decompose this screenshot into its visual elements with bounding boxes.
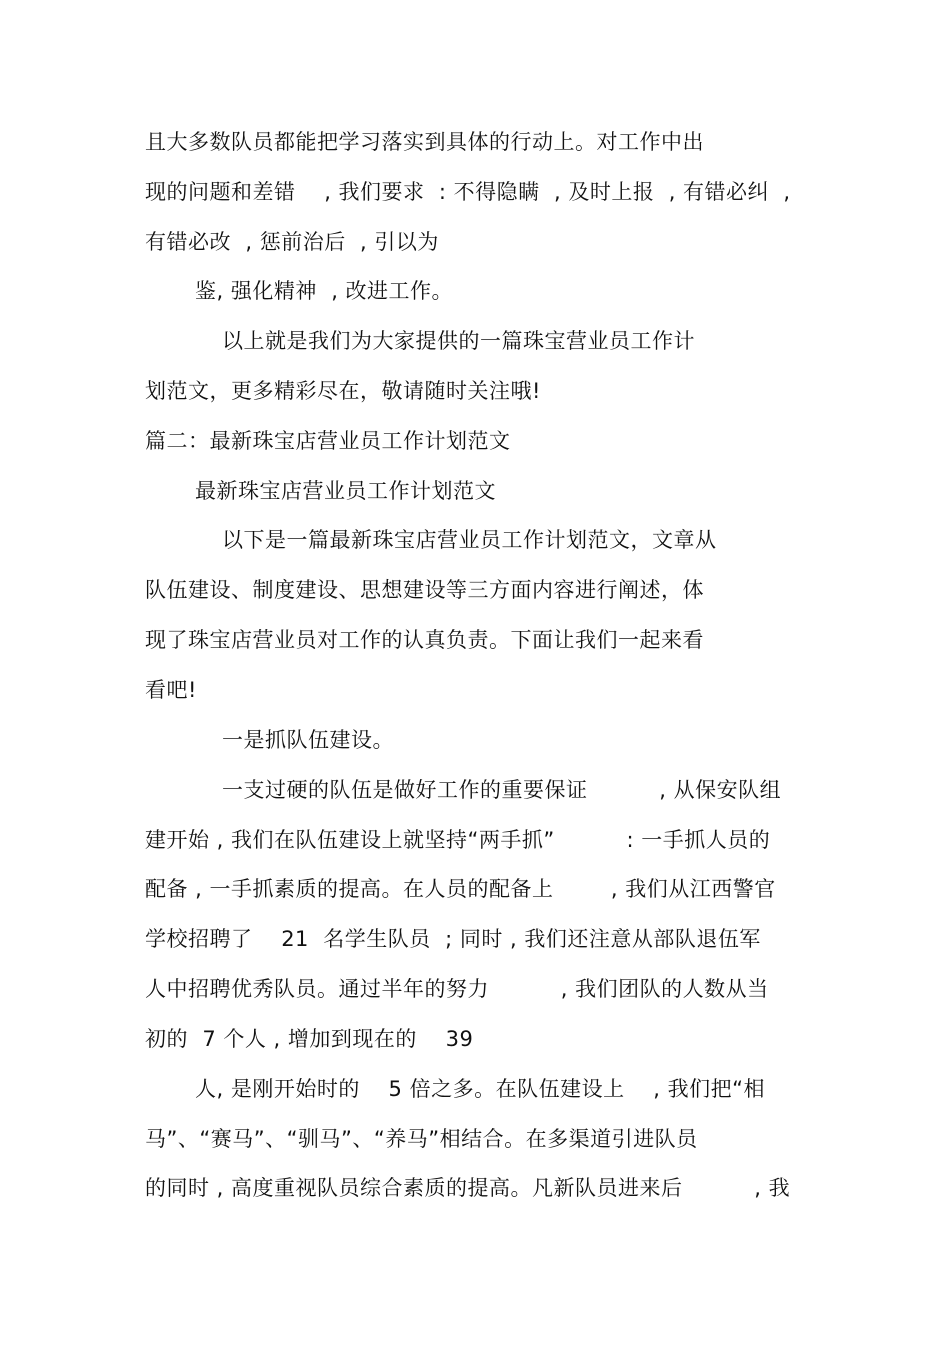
text-line: 队伍建设、制度建设、思想建设等三方面内容进行阐述，体 [145, 578, 704, 602]
text-line: 人中招聘优秀队员。通过半年的努力 , 我们团队的人数从当 [145, 977, 769, 1001]
text-line: 配备 , 一手抓素质的提高。在人员的配备上 , 我们从江西警官 [145, 877, 776, 901]
text-line: 看吧! [145, 678, 197, 702]
text-line: 以上就是我们为大家提供的一篇珠宝营业员工作计 [222, 329, 695, 353]
text-line: 现的问题和差错 , 我们要求 : 不得隐瞒 , 及时上报 , 有错必纠 , [145, 180, 791, 204]
article-title: 最新珠宝店营业员工作计划范文 [195, 479, 496, 503]
text-line: 学校招聘了 21 名学生队员 ; 同时 , 我们还注意从部队退伍军 [145, 927, 761, 951]
text-line: 初的 7 个人 , 增加到现在的 39 [145, 1027, 474, 1051]
text-line: 一支过硬的队伍是做好工作的重要保证 , 从保安队组 [222, 778, 782, 802]
text-line: 有错必改 , 惩前治后 , 引以为 [145, 230, 439, 254]
text-line: 人, 是刚开始时的 5 倍之多。在队伍建设上 , 我们把“相 [195, 1077, 766, 1101]
text-line: 马”、“赛马”、“驯马”、“养马”相结合。在多渠道引进队员 [145, 1127, 698, 1151]
text-line: 以下是一篇最新珠宝店营业员工作计划范文，文章从 [222, 528, 717, 552]
subsection-heading: 一是抓队伍建设。 [222, 728, 394, 752]
section-heading: 篇二：最新珠宝店营业员工作计划范文 [145, 429, 511, 453]
text-line: 划范文，更多精彩尽在，敬请随时关注哦! [145, 379, 541, 403]
text-line: 建开始 , 我们在队伍建设上就坚持“两手抓” : 一手抓人员的 [145, 828, 771, 852]
text-line: 的同时 , 高度重视队员综合素质的提高。凡新队员进来后 , 我 [145, 1176, 791, 1200]
text-line: 现了珠宝店营业员对工作的认真负责。下面让我们一起来看 [145, 628, 704, 652]
text-line: 且大多数队员都能把学习落实到具体的行动上。对工作中出 [145, 130, 704, 154]
text-line: 鉴, 强化精神 , 改进工作。 [195, 279, 454, 303]
